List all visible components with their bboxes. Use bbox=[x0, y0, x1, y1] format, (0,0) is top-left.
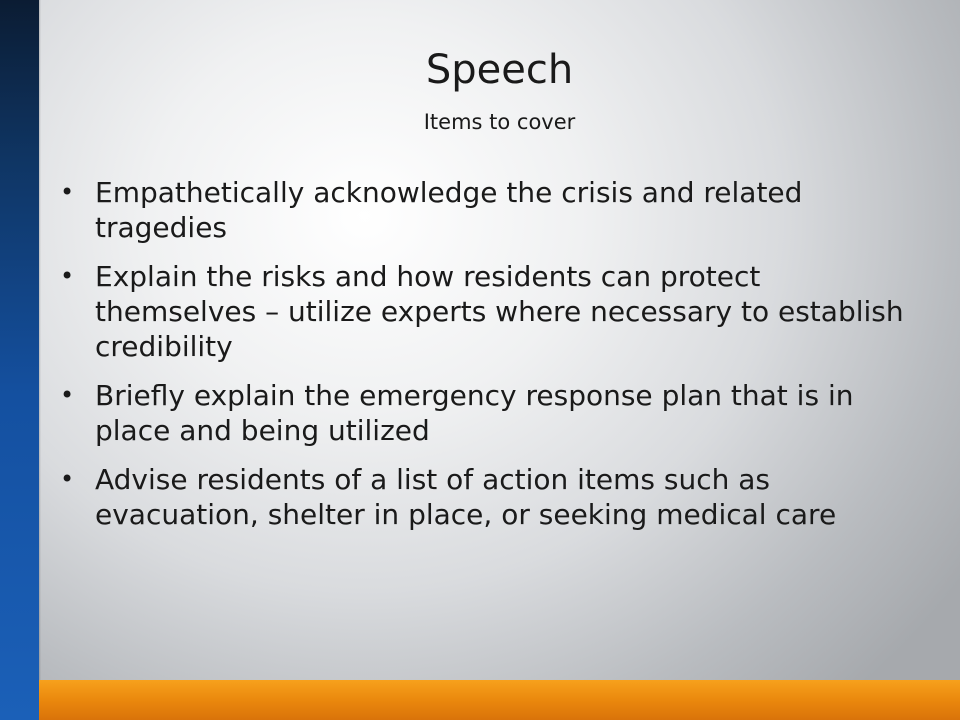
slide-title: Speech bbox=[425, 47, 574, 93]
bullet-text: Briefly explain the emergency response plan that is in place and being utilized bbox=[95, 379, 854, 447]
bullet-dot-icon: • bbox=[60, 178, 75, 206]
bullet-text: Empathetically acknowledge the crisis and related tragedies bbox=[95, 176, 803, 244]
bullet-dot-icon: • bbox=[60, 465, 75, 493]
slide-subtitle: Items to cover bbox=[423, 110, 576, 134]
bullet-list bbox=[58, 175, 918, 546]
bullet-item bbox=[58, 259, 918, 364]
bottom-accent-bar bbox=[39, 680, 960, 720]
bullet-item bbox=[58, 378, 918, 448]
bullet-item bbox=[58, 462, 918, 532]
bullet-item bbox=[58, 175, 918, 245]
left-accent-bar bbox=[0, 0, 39, 720]
bullet-dot-icon: • bbox=[60, 262, 75, 290]
bullet-text: Advise residents of a list of action items such as evacuation, shelter in place, or seeking medical care bbox=[95, 463, 837, 531]
bullet-text: Explain the risks and how residents can protect themselves – utilize experts where necessary to establish credibility bbox=[95, 260, 904, 363]
bullet-dot-icon: • bbox=[60, 381, 75, 409]
